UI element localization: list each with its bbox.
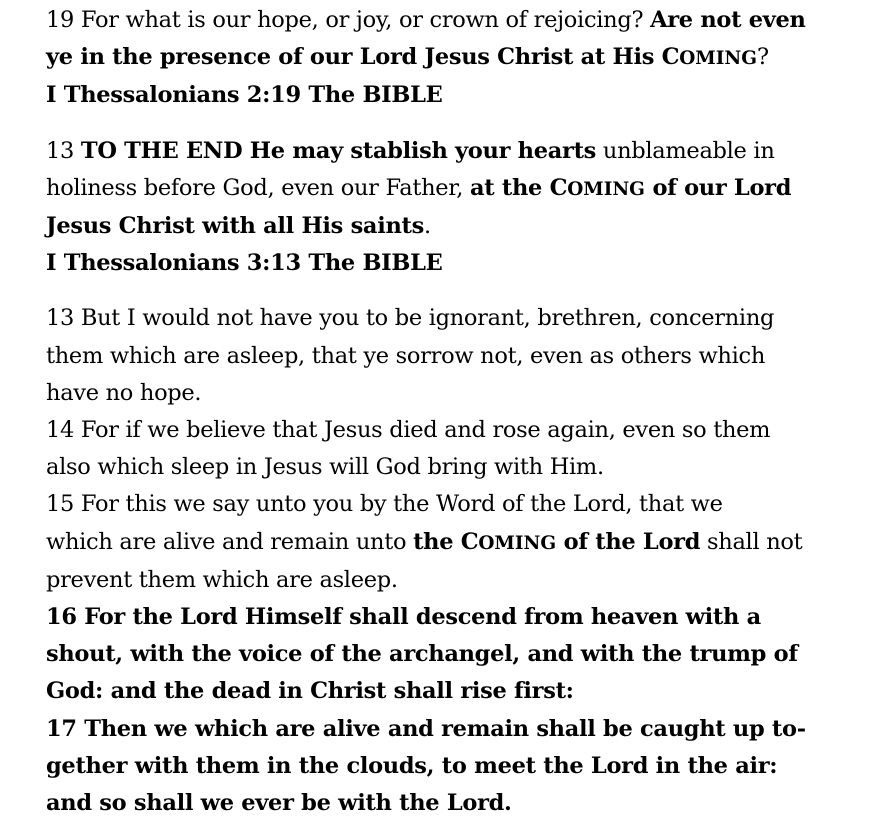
verse-line: shout, with the voice of the archangel, and with the trump of xyxy=(46,641,798,668)
verse-line: them which are asleep, that ye sorrow not, even as others which xyxy=(46,342,766,369)
small-caps: OMING xyxy=(567,178,645,200)
verse-line: 15 For this we say unto you by the Word of the Lord, that we xyxy=(46,491,723,518)
verse-line: 13 But I would not have you to be ignorant, brethren, concerning xyxy=(46,305,775,332)
verse-line: gether with them in the clouds, to meet the Lord in the air: xyxy=(46,752,778,779)
verse-line: 13 TO THE END He may stablish your hearts unblameable in xyxy=(46,137,775,164)
verse-line: holiness before God, even our Father, at the COMING of our Lord xyxy=(46,174,792,201)
verse-line: prevent them which are asleep. xyxy=(46,566,398,593)
passage-3 xyxy=(46,300,846,822)
small-caps: OMING xyxy=(679,48,757,70)
verse-line: ye in the presence of our Lord Jesus Christ at His COMING? xyxy=(46,44,769,71)
passage-2 xyxy=(46,133,846,283)
document-page xyxy=(46,2,846,822)
verse-line: which are alive and remain unto the COMING of the Lord shall not xyxy=(46,528,803,555)
verse-line: Jesus Christ with all His saints. xyxy=(46,213,431,240)
scripture-reference: I Thessalonians 2:19 The BIBLE xyxy=(46,82,443,109)
passage-1 xyxy=(46,2,846,115)
verse-line: and so shall we ever be with the Lord. xyxy=(46,790,512,817)
scripture-reference: I Thessalonians 3:13 The BIBLE xyxy=(46,250,443,277)
verse-line: 14 For if we believe that Jesus died and rose again, even so them xyxy=(46,417,771,444)
verse-line: 17 Then we which are alive and remain shall be caught up to- xyxy=(46,715,806,742)
verse-line: God: and the dead in Christ shall rise first: xyxy=(46,678,574,705)
verse-line: also which sleep in Jesus will God bring with Him. xyxy=(46,454,604,481)
verse-line: 19 For what is our hope, or joy, or crown of rejoicing? Are not even xyxy=(46,7,806,33)
verse-line: 16 For the Lord Himself shall descend from heaven with a xyxy=(46,604,761,631)
small-caps: OMING xyxy=(478,532,557,554)
verse-line: have no hope. xyxy=(46,379,202,406)
